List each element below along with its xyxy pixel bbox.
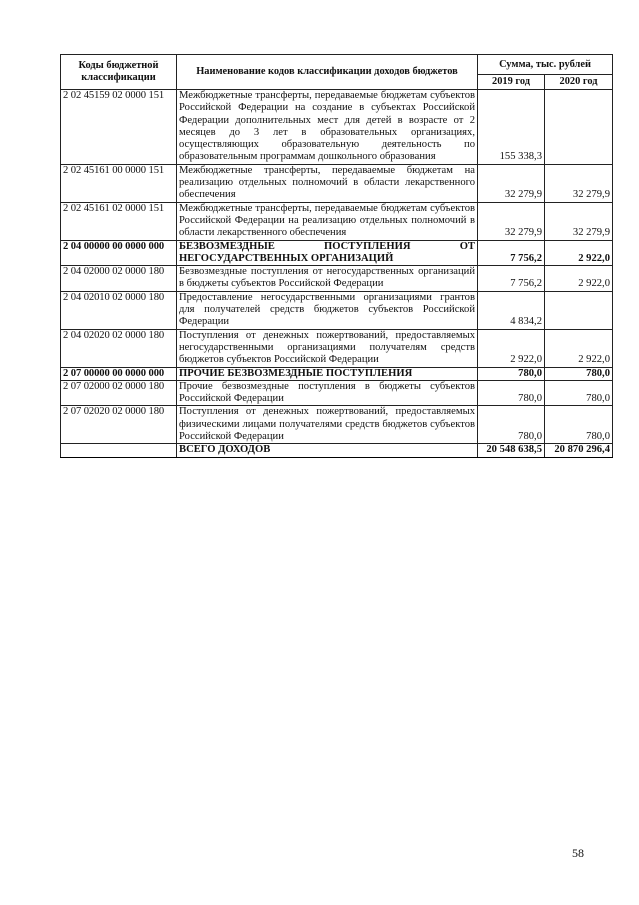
amount-2019-cell: 20 548 638,5 <box>478 444 545 457</box>
amount-2020-cell <box>545 90 613 165</box>
amount-2019-cell: 2 922,0 <box>478 329 545 367</box>
total-row <box>61 444 613 457</box>
budget-code-cell: 2 07 00000 00 0000 000 <box>61 367 177 380</box>
code-column-header: Коды бюджетной классификации <box>61 55 177 90</box>
amount-2020-cell: 780,0 <box>545 367 613 380</box>
revenue-table-container <box>60 54 612 458</box>
table-row <box>61 329 613 367</box>
table-row <box>61 240 613 266</box>
budget-code-cell: 2 07 02020 02 0000 180 <box>61 406 177 444</box>
revenue-name-cell: ВСЕГО ДОХОДОВ <box>177 444 478 457</box>
sum-column-header: Сумма, тыс. рублей <box>478 55 613 75</box>
page-number: 58 <box>572 846 584 860</box>
amount-2020-cell: 32 279,9 <box>545 202 613 240</box>
budget-code-cell: 2 04 02010 02 0000 180 <box>61 291 177 329</box>
table-row <box>61 266 613 292</box>
year-2019-header: 2019 год <box>478 75 545 90</box>
budget-code-cell: 2 07 02000 02 0000 180 <box>61 380 177 406</box>
revenue-name-cell: Поступления от денежных пожертвований, предоставляемых негосударственными организациями получателям средств бюджетов субъектов Российской Федерации <box>177 329 478 367</box>
amount-2020-cell: 780,0 <box>545 406 613 444</box>
table-row <box>61 406 613 444</box>
revenue-name-cell: Предоставление негосударственными организациями грантов для получателей средств бюджетов субъектов Российской Федерации <box>177 291 478 329</box>
amount-2019-cell: 780,0 <box>478 367 545 380</box>
budget-code-cell: 2 04 00000 00 0000 000 <box>61 240 177 266</box>
table-row <box>61 291 613 329</box>
amount-2019-cell: 32 279,9 <box>478 202 545 240</box>
table-row <box>61 367 613 380</box>
amount-2020-cell: 2 922,0 <box>545 266 613 292</box>
amount-2020-cell: 2 922,0 <box>545 240 613 266</box>
budget-code-cell: 2 04 02000 02 0000 180 <box>61 266 177 292</box>
amount-2019-cell: 4 834,2 <box>478 291 545 329</box>
amount-2020-cell <box>545 291 613 329</box>
header-row <box>61 55 613 75</box>
table-row <box>61 90 613 165</box>
year-2020-header: 2020 год <box>545 75 613 90</box>
budget-code-cell <box>61 444 177 457</box>
amount-2019-cell: 780,0 <box>478 406 545 444</box>
amount-2020-cell: 2 922,0 <box>545 329 613 367</box>
amount-2020-cell: 20 870 296,4 <box>545 444 613 457</box>
amount-2019-cell: 155 338,3 <box>478 90 545 165</box>
amount-2019-cell: 780,0 <box>478 380 545 406</box>
amount-2020-cell: 780,0 <box>545 380 613 406</box>
budget-code-cell: 2 04 02020 02 0000 180 <box>61 329 177 367</box>
amount-2019-cell: 7 756,2 <box>478 240 545 266</box>
revenue-name-cell: Безвозмездные поступления от негосударственных организаций в бюджеты субъектов Российской Федерации <box>177 266 478 292</box>
amount-2020-cell: 32 279,9 <box>545 164 613 202</box>
budget-code-cell: 2 02 45161 00 0000 151 <box>61 164 177 202</box>
revenue-table <box>60 54 613 458</box>
revenue-name-cell: Прочие безвозмездные поступления в бюджеты субъектов Российской Федерации <box>177 380 478 406</box>
table-row <box>61 202 613 240</box>
table-row <box>61 164 613 202</box>
revenue-name-cell: Межбюджетные трансферты, передаваемые бюджетам субъектов Российской Федерации на создание в субъектах Российской Федерации дополнительных мест для детей в возрасте от 2 месяцев до 3 лет в образовательных организациях, осуществляющих образовательную деятельность по образовательным программам дошкольного образования <box>177 90 478 165</box>
budget-code-cell: 2 02 45159 02 0000 151 <box>61 90 177 165</box>
amount-2019-cell: 7 756,2 <box>478 266 545 292</box>
budget-code-cell: 2 02 45161 02 0000 151 <box>61 202 177 240</box>
revenue-name-cell: Поступления от денежных пожертвований, предоставляемых физическими лицами получателями средств бюджетов субъектов Российской Федерации <box>177 406 478 444</box>
revenue-name-cell: БЕЗВОЗМЕЗДНЫЕ ПОСТУПЛЕНИЯ ОТ НЕГОСУДАРСТВЕННЫХ ОРГАНИЗАЦИЙ <box>177 240 478 266</box>
revenue-name-cell: ПРОЧИЕ БЕЗВОЗМЕЗДНЫЕ ПОСТУПЛЕНИЯ <box>177 367 478 380</box>
table-row <box>61 380 613 406</box>
revenue-name-cell: Межбюджетные трансферты, передаваемые бюджетам на реализацию отдельных полномочий в области лекарственного обеспечения <box>177 164 478 202</box>
amount-2019-cell: 32 279,9 <box>478 164 545 202</box>
table-body <box>61 90 613 458</box>
name-column-header: Наименование кодов классификации доходов бюджетов <box>177 55 478 90</box>
revenue-name-cell: Межбюджетные трансферты, передаваемые бюджетам субъектов Российской Федерации на реализацию отдельных полномочий в области лекарственного обеспечения <box>177 202 478 240</box>
